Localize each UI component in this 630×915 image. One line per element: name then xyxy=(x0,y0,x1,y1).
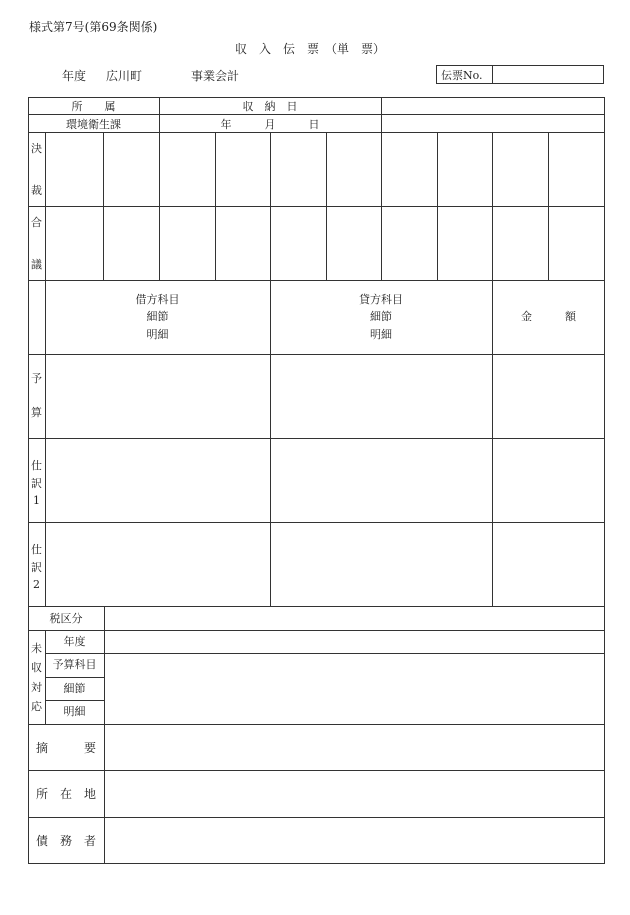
unreceived-year-field[interactable] xyxy=(106,632,603,652)
decision-label: 決 裁 xyxy=(31,142,42,198)
budget-row-label: 予 算 xyxy=(31,372,42,420)
amount-header: 金 額 xyxy=(521,310,576,323)
divider xyxy=(28,817,605,818)
receipt-date-label: 収 納 日 xyxy=(242,100,298,113)
divider xyxy=(104,606,105,864)
divider xyxy=(45,677,104,678)
divider xyxy=(28,280,605,281)
entry2-row-label: 仕 訳 2 xyxy=(31,543,42,592)
address-label: 所 在 地 xyxy=(35,787,96,801)
divider xyxy=(381,132,382,280)
consultation-label: 合 議 xyxy=(31,216,42,272)
divider xyxy=(28,522,605,523)
divider xyxy=(270,132,271,606)
unreceived-year-label: 年度 xyxy=(63,635,86,648)
account-name: 事業会計 xyxy=(191,69,240,83)
divider xyxy=(28,438,605,439)
credit-account-header: 貸方科目 細節 明細 xyxy=(359,292,403,341)
divider xyxy=(28,724,605,725)
address-field[interactable] xyxy=(106,772,603,815)
tax-category-label: 税区分 xyxy=(49,612,83,625)
divider xyxy=(28,770,605,771)
unreceived-detail-label: 明細 xyxy=(63,705,86,718)
affiliation-value: 環境衛生課 xyxy=(66,118,121,131)
divider xyxy=(437,132,438,280)
divider xyxy=(45,653,605,654)
tax-category-field[interactable] xyxy=(106,608,603,628)
debit-account-header: 借方科目 細節 明細 xyxy=(135,292,180,341)
unreceived-subsection-label: 細節 xyxy=(63,682,86,695)
unreceived-details-field[interactable] xyxy=(106,655,603,722)
divider xyxy=(45,132,46,606)
divider xyxy=(45,700,104,701)
divider xyxy=(326,132,327,280)
divider xyxy=(492,65,493,84)
divider xyxy=(548,132,549,280)
debtor-field[interactable] xyxy=(106,819,603,862)
affiliation-label: 所 属 xyxy=(71,100,116,113)
divider xyxy=(381,97,382,132)
debtor-label: 債 務 者 xyxy=(35,834,96,848)
document-title: 収 入 伝 票 （単 票） xyxy=(235,42,386,56)
unreceived-budget-item-label: 予算科目 xyxy=(52,658,97,671)
divider xyxy=(159,132,160,280)
summary-field[interactable] xyxy=(106,726,603,768)
receipt-date-extra-field[interactable] xyxy=(383,99,603,130)
divider xyxy=(492,132,493,606)
divider xyxy=(28,354,605,355)
divider xyxy=(28,630,605,631)
divider xyxy=(215,132,216,280)
fiscal-year-label: 年度 xyxy=(62,69,87,83)
divider xyxy=(28,206,605,207)
summary-label: 摘 要 xyxy=(35,741,96,755)
form-number: 様式第7号(第69条関係) xyxy=(29,20,158,34)
slip-number-label: 伝票No. xyxy=(441,69,483,82)
slip-number-field[interactable] xyxy=(494,67,602,82)
divider xyxy=(103,132,104,280)
receipt-date-value: 年 月 日 xyxy=(220,118,320,131)
divider xyxy=(28,606,605,607)
divider xyxy=(28,132,605,133)
entry1-row-label: 仕 訳 1 xyxy=(31,459,42,508)
unreceived-label: 未 収 対 応 xyxy=(31,642,42,714)
town-name: 広川町 xyxy=(106,69,143,83)
